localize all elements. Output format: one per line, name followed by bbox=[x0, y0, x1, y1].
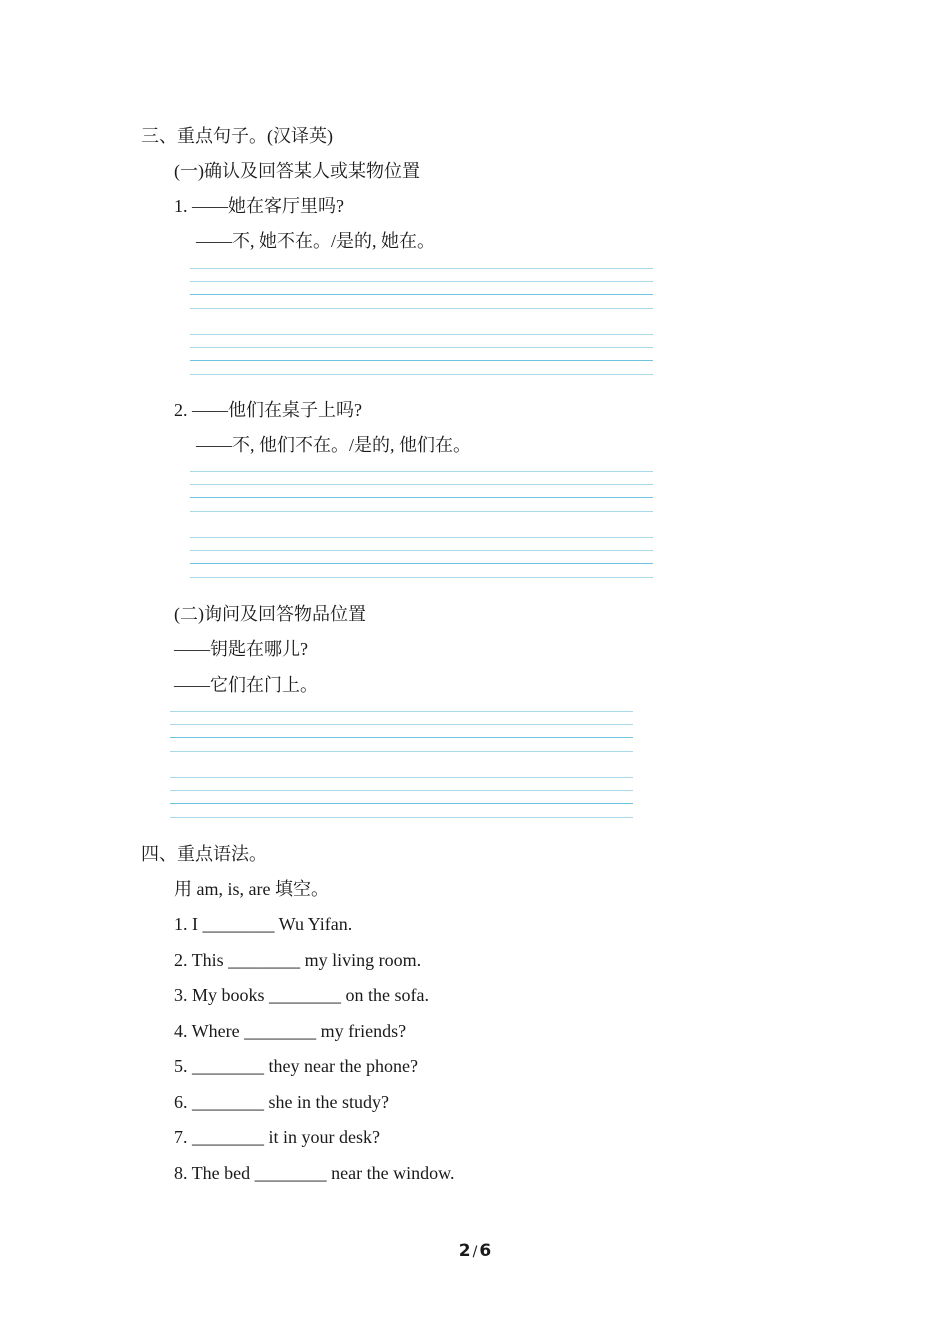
grammar-item-3[interactable]: 3. My books ________ on the sofa. bbox=[174, 985, 429, 1005]
writing-lines-q1[interactable] bbox=[190, 268, 653, 376]
grammar-item-7[interactable]: 7. ________ it in your desk? bbox=[174, 1127, 380, 1147]
page-separator: / bbox=[472, 1244, 478, 1260]
grammar-item-4[interactable]: 4. Where ________ my friends? bbox=[174, 1021, 407, 1041]
q1-answer: ——不, 她不在。/是的, 她在。 bbox=[196, 231, 435, 251]
section3-heading: 三、重点句子。(汉译英) bbox=[141, 126, 333, 146]
grammar-item-8[interactable]: 8. The bed ________ near the window. bbox=[174, 1163, 455, 1183]
page-current: 2 bbox=[458, 1241, 471, 1261]
part2-heading: (二)询问及回答物品位置 bbox=[174, 604, 366, 624]
writing-lines-q2[interactable] bbox=[190, 471, 653, 579]
grammar-item-1[interactable]: 1. I ________ Wu Yifan. bbox=[174, 914, 353, 934]
grammar-item-6[interactable]: 6. ________ she in the study? bbox=[174, 1092, 389, 1112]
writing-lines-part2[interactable] bbox=[170, 711, 633, 819]
q2-answer: ——不, 他们不在。/是的, 他们在。 bbox=[196, 435, 471, 455]
page-number bbox=[0, 1241, 950, 1261]
q1-question: 1. ——她在客厅里吗? bbox=[174, 196, 344, 216]
grammar-item-5[interactable]: 5. ________ they near the phone? bbox=[174, 1056, 418, 1076]
section4-instruction: 用 am, is, are 填空。 bbox=[174, 879, 329, 899]
part1-heading: (一)确认及回答某人或某物位置 bbox=[174, 161, 420, 181]
grammar-item-2[interactable]: 2. This ________ my living room. bbox=[174, 950, 422, 970]
part2-question: ——钥匙在哪儿? bbox=[174, 639, 308, 659]
part2-answer: ——它们在门上。 bbox=[174, 675, 318, 695]
page-total: 6 bbox=[479, 1241, 492, 1261]
section4-heading: 四、重点语法。 bbox=[141, 844, 267, 864]
q2-question: 2. ——他们在桌子上吗? bbox=[174, 400, 362, 420]
